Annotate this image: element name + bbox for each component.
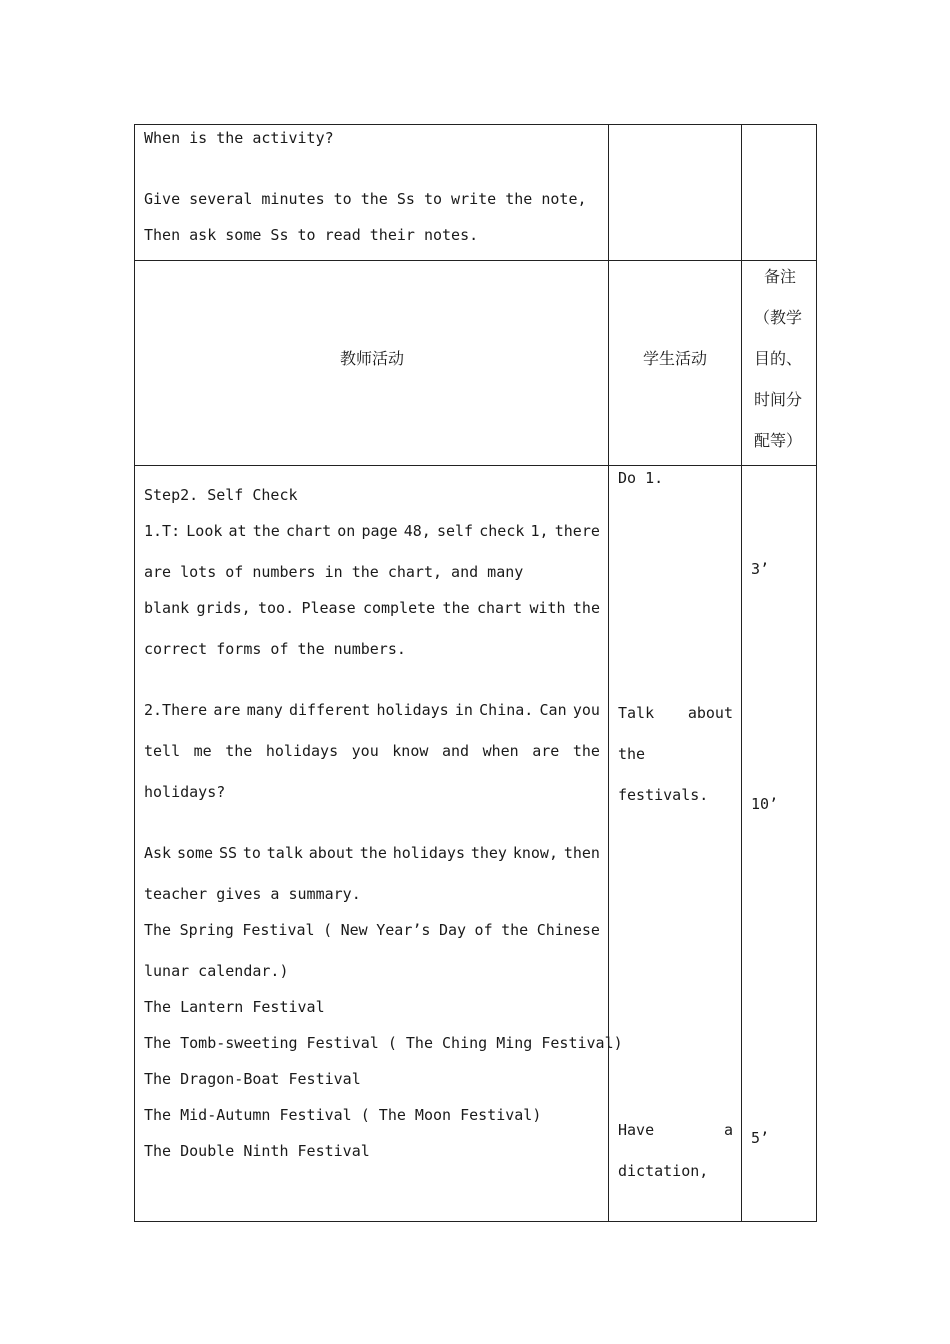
word: a <box>723 1121 733 1139</box>
word: you <box>572 701 600 719</box>
word: the <box>501 921 529 939</box>
justified-text-line <box>618 704 733 722</box>
word: when <box>482 742 519 760</box>
text-line: Do 1. <box>618 469 664 487</box>
header-notes-line: （教学 <box>754 308 803 327</box>
word: to <box>242 844 261 862</box>
justified-text-line <box>144 599 600 617</box>
word: some <box>176 844 214 862</box>
table-row <box>135 466 817 1222</box>
word: the <box>442 599 470 617</box>
notes-cell <box>742 125 817 261</box>
word: too. <box>258 599 295 617</box>
word: chart <box>476 599 523 617</box>
word: Ask <box>144 844 172 862</box>
word: are <box>532 742 560 760</box>
word: Please <box>301 599 356 617</box>
word: talk <box>266 844 303 862</box>
word: Look <box>186 522 223 540</box>
word: blank <box>144 599 190 617</box>
text-line: teacher gives a summary. <box>144 885 361 903</box>
text-line: are lots of numbers in the chart, and many <box>144 563 524 581</box>
header-notes-line: 目的、 <box>754 349 803 368</box>
text-line: The Lantern Festival <box>144 998 325 1016</box>
word: different <box>289 701 371 719</box>
word: Spring <box>179 921 234 939</box>
word: the <box>359 844 387 862</box>
time-allocation: 5’ <box>751 1129 770 1147</box>
word: 1.T: <box>144 522 181 540</box>
justified-text-line <box>144 522 600 540</box>
word: New <box>340 921 368 939</box>
text-line: correct forms of the numbers. <box>144 640 406 658</box>
time-allocation: 3’ <box>751 560 770 578</box>
table-row <box>135 125 817 261</box>
word: at <box>228 522 247 540</box>
justified-text-line <box>618 1121 733 1139</box>
word: about <box>308 844 354 862</box>
student-activity-cell <box>609 125 742 261</box>
word: know <box>392 742 429 760</box>
word: complete <box>362 599 436 617</box>
table-header-row <box>135 261 817 466</box>
teacher-activity-cell <box>135 466 623 1222</box>
word: the <box>572 599 600 617</box>
text-line: holidays? <box>144 783 226 801</box>
word: they <box>470 844 507 862</box>
text-line: lunar calendar.) <box>144 962 289 980</box>
word: you <box>351 742 379 760</box>
word: Talk <box>618 704 655 722</box>
word: Festival <box>242 921 315 939</box>
word: the <box>252 522 280 540</box>
header-notes-line: 时间分 <box>754 390 803 409</box>
text-line: dictation, <box>618 1162 709 1180</box>
word: The <box>144 921 172 939</box>
text-line: Step2. Self Check <box>144 486 298 504</box>
header-notes-line: 备注 <box>764 267 797 286</box>
text-line: Give several minutes to the Ss to write the note, <box>144 190 587 208</box>
word: and <box>441 742 470 760</box>
word: are <box>213 701 241 719</box>
word: holidays <box>265 742 339 760</box>
word: with <box>529 599 566 617</box>
word: many <box>246 701 283 719</box>
text-line: The Dragon-Boat Festival <box>144 1070 361 1088</box>
text-line: The Mid-Autumn Festival ( The Moon Festival) <box>144 1106 542 1124</box>
time-allocation: 10’ <box>751 795 779 813</box>
word: check <box>479 522 525 540</box>
word: 2.There <box>144 701 208 719</box>
text-line: The Double Ninth Festival <box>144 1142 370 1160</box>
lesson-plan-table <box>134 124 817 1222</box>
text-line: the <box>618 745 646 763</box>
word: in <box>454 701 473 719</box>
teacher-activity-cell <box>135 125 609 261</box>
header-notes-line: 配等） <box>754 431 803 450</box>
text-line: When is the activity? <box>144 129 334 147</box>
word: there <box>554 522 600 540</box>
word: tell <box>144 742 181 760</box>
word: Year’s <box>376 921 431 939</box>
word: Have <box>618 1121 655 1139</box>
student-activity-header <box>609 261 742 466</box>
word: of <box>474 921 493 939</box>
word: Can <box>539 701 567 719</box>
header-student-activity: 学生活动 <box>643 349 708 368</box>
header-teacher-activity: 教师活动 <box>340 349 405 368</box>
word: on <box>337 522 356 540</box>
notes-cell <box>742 466 817 1222</box>
justified-text-line <box>144 742 600 760</box>
word: then <box>563 844 600 862</box>
word: China. <box>479 701 534 719</box>
word: SS <box>218 844 237 862</box>
word: 1, <box>530 522 549 540</box>
text-line: festivals. <box>618 786 709 804</box>
word: the <box>572 742 600 760</box>
justified-text-line <box>144 701 600 719</box>
word: Chinese <box>536 921 600 939</box>
word: self <box>436 522 474 540</box>
word: the <box>225 742 253 760</box>
text-line: Then ask some Ss to read their notes. <box>144 226 479 244</box>
justified-text-line <box>144 921 600 939</box>
text-line: The Tomb-sweeting Festival ( The Ching Ming Festival) <box>144 1034 623 1052</box>
word: know, <box>512 844 558 862</box>
teacher-activity-header <box>135 261 609 466</box>
word: grids, <box>196 599 251 617</box>
word: chart <box>285 522 332 540</box>
notes-header <box>742 261 817 466</box>
word: page <box>361 522 398 540</box>
word: me <box>193 742 212 760</box>
student-activity-cell <box>609 466 742 1222</box>
word: holidays <box>376 701 449 719</box>
word: ( <box>323 921 333 939</box>
word: holidays <box>392 844 465 862</box>
word: about <box>687 704 733 722</box>
justified-text-line <box>144 844 600 862</box>
word: 48, <box>403 522 431 540</box>
word: Day <box>438 921 467 939</box>
